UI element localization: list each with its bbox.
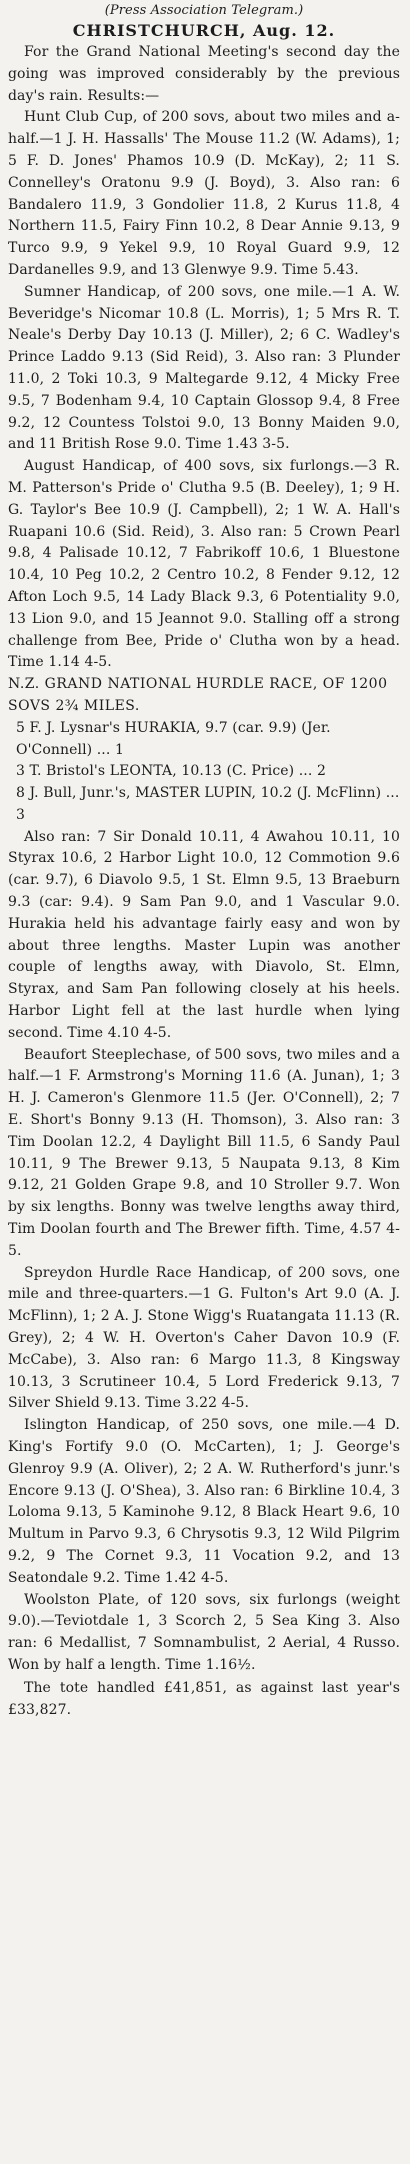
- race-result-august-handicap: August Handicap, of 400 sovs, six furlongs.—3 R. M. Patterson's Pride o' Clutha 9.5 (B. Deeley), 1; 9 H. G. Taylor's Bee 10.9 (J. Campbell), 2; 1 W. A. Hall's Ruapani 10.6 (Sid. Reid), 3. Also ran: 5 Crown Pearl 9.8, 4 Palisade 10.12, 7 Fabrikoff 10.6, 1 Bluestone 10.4, 10 Peg 10.2, 2 Centro 10.2, 8 Fender 9.12, 12 Afton Loch 9.5, 14 Lady Black 9.3, 6 Potentiality 9.0, 13 Lion 9.0, and 15 Jeannot 9.0. Stalling off a strong challenge from Bee, Pride o' Clutha won by a head. Time 1.14 4-5.: [8, 458, 400, 671]
- race-result-hunt-club-cup: Hunt Club Cup, of 200 sovs, about two miles and a-half.—1 J. H. Hassalls' The Mouse 11.2 (W. Adams), 1; 5 F. D. Jones' Phamos 10.9 (D. McKay), 2; 11 S. Connelley's Oratonu 9.9 (J. Boyd), 3. Also ran: 6 Bandalero 11.9, 3 Gondolier 11.8, 2 Kurus 11.8, 4 Northern 11.5, Fairy Finn 10.2, 8 Dear Annie 9.13, 9 Turco 9.9, 9 Yekel 9.9, 10 Royal Guard 9.9, 12 Dardanelles 9.9, and 13 Glenwye 9.9. Time 5.43.: [8, 109, 400, 278]
- intro-paragraph: For the Grand National Meeting's second day the going was improved considerably by the previous day's rain. Results:—: [8, 44, 400, 104]
- dateline: (Press Association Telegram.): [104, 3, 304, 18]
- grand-national-also-ran: Also ran: 7 Sir Donald 10.11, 4 Awahou 10.11, 10 Styrax 10.6, 2 Harbor Light 10.0, 12 Commotion 9.6 (car. 9.7), 6 Diavolo 9.5, 1 St. Elmn 9.5, 13 Braeburn 9.3 (car: 9.4). 9 Sam Pan 9.0, and 1 Vascular 9.0. Hurakia held his advantage fairly easy and won by about three lengths. Master Lupin was another couple of lengths away, with Diavolo, St. Elmn, Styrax, and Sam Pan following closely at his heels. Harbor Light fell at the last hurdle when lying second. Time 4.10 4-5.: [8, 828, 400, 1041]
- grand-national-second: 3 T. Bristol's LEONTA, 10.13 (C. Price) ... 2: [16, 763, 326, 780]
- race-result-spreydon-hurdle: Spreydon Hurdle Race Handicap, of 200 sovs, one mile and three-quarters.—1 G. Fulton's Art 9.0 (A. J. McFlinn), 1; 2 A. J. Stone Wigg's Ruatangata 11.13 (R. Grey), 2; 4 W. H. Overton's Caher Davon 10.9 (F. McCabe), 3. Also ran: 6 Margo 11.3, 8 Kingsway 10.13, 3 Scrutineer 10.4, 5 Lord Frederick 9.13, 7 Silver Shield 9.13. Time 3.22 4-5.: [8, 1264, 400, 1412]
- grand-national-first: 5 F. J. Lysnar's HURAKIA, 9.7 (car. 9.9) (Jer. O'Connell) ... 1: [16, 719, 331, 758]
- tote-total-paragraph: The tote handled £41,851, as against last year's £33,827.: [8, 1679, 400, 1718]
- race-result-beaufort-steeplechase: Beaufort Steeplechase, of 500 sovs, two miles and a half.—1 F. Armstrong's Morning 11.6 (A. Junan), 1; 3 H. J. Cameron's Glenmore 11.5 (Jer. O'Connell), 2; 7 E. Short's Bonny 9.13 (H. Thomson), 3. Also ran: 3 Tim Doolan 12.2, 4 Daylight Bill 11.5, 6 Sandy Paul 10.11, 9 The Brewer 9.13, 5 Naupata 9.13, 8 Kim 9.12, 21 Golden Grape 9.8, and 10 Stroller 9.7. Won by six lengths. Bonny was twelve lengths away third, Tim Doolan fourth and The Brewer fifth. Time, 4.57 4-5.: [8, 1046, 400, 1259]
- grand-national-third: 8 J. Bull, Junr.'s, MASTER LUPIN, 10.2 (J. McFlinn) ... 3: [16, 785, 400, 823]
- grand-national-heading: N.Z. GRAND NATIONAL HURDLE RACE, OF 1200 SOVS 2¾ MILES.: [8, 676, 388, 714]
- race-result-sumner-handicap: Sumner Handicap, of 200 sovs, one mile.—1 A. W. Beveridge's Nicomar 10.8 (L. Morris), 1; 5 Mrs R. T. Neale's Derby Day 10.13 (J. Miller), 2; 6 C. Wadley's Prince Laddo 9.13 (Sid Reid), 3. Also ran: 3 Plunder 11.0, 2 Toki 10.3, 9 Maltegarde 9.12, 4 Micky Free 9.5, 7 Bodenham 9.4, 10 Captain Glossop 9.4, 8 Free 9.2, 12 Countess Tolstoi 9.0, 13 Bonny Maiden 9.0, and 11 British Rose 9.0. Time 1.43 3-5.: [8, 283, 400, 453]
- race-result-islington-handicap: Islington Handicap, of 250 sovs, one mile.—4 D. King's Fortify 9.0 (O. McCarten), 1; J. George's Glenroy 9.9 (A. Oliver), 2; 2 A. W. Rutherford's junr.'s Encore 9.13 (J. O'Shea), 3. Also ran: 6 Birkline 10.4, 3 Loloma 9.13, 5 Kaminohe 9.12, 8 Black Heart 9.6, 10 Multum in Parvo 9.3, 6 Chrysotis 9.3, 12 Wild Pilgrim 9.2, 9 The Cornet 9.3, 11 Vocation 9.2, and 13 Seatondale 9.2. Time 1.42 4-5.: [8, 1417, 400, 1586]
- article-title: CHRISTCHURCH, Aug. 12.: [72, 21, 336, 40]
- race-result-woolston-plate: Woolston Plate, of 120 sovs, six furlongs (weight 9.0).—Teviotdale 1, 3 Scorch 2, 5 Sea King 3. Also ran: 6 Medallist, 7 Somnambulist, 2 Aerial, 4 Russo. Won by half a length. Time 1.16½.: [8, 1591, 400, 1673]
